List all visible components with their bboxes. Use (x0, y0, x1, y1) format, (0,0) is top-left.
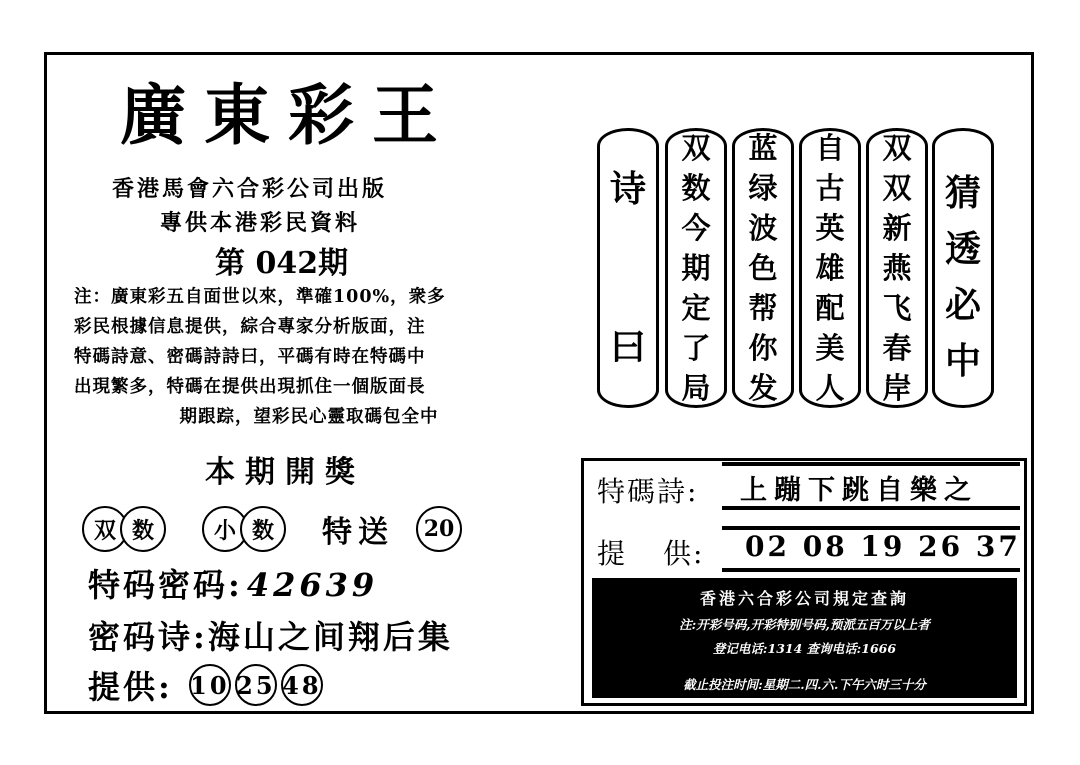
scroll-char: 发 (748, 371, 778, 405)
provide-number: 25 (235, 664, 277, 706)
scroll-char: 必 (944, 284, 981, 326)
scroll-char: 古 (815, 171, 845, 205)
scroll-poem-line-1 (665, 128, 727, 408)
scroll-char: 蓝 (748, 131, 778, 165)
scroll-char: 定 (681, 291, 711, 325)
scroll-char: 波 (748, 211, 778, 245)
special-poem-value: 上蹦下跳自樂之 (740, 475, 978, 506)
scroll-poem-line-3 (799, 128, 861, 408)
note-paragraph (74, 282, 544, 432)
notice-line: 注:开彩号码,开彩特别号码,预派五百万以上者 (679, 617, 930, 632)
scroll-char: 透 (944, 228, 981, 270)
scroll-char: 人 (815, 371, 845, 405)
scroll-char: 双 (681, 131, 711, 165)
note-line: 注：廣東彩五自面世以來，準確100%，衆多 (74, 287, 446, 307)
note-line: 彩民根據信息提供，綜合專家分析版面，注 (74, 317, 426, 337)
provide-label-a: 提 (597, 537, 628, 570)
scroll-char: 双 (882, 171, 912, 205)
scroll-char: 双 (882, 131, 912, 165)
parity-pair (82, 506, 166, 552)
provide-label-b: 供: (663, 537, 705, 570)
note-line: 期跟踪，望彩民心靈取碼包全中 (179, 407, 439, 427)
draw-result-row (82, 505, 462, 553)
note-line: 出現繁多，特碼在提供出現抓住一個版面長 (74, 377, 426, 397)
password-poem-line (88, 612, 453, 658)
note-line: 特碼詩意、密碼詩詩曰，平碼有時在特碼中 (74, 347, 426, 367)
scroll-char: 美 (815, 331, 845, 365)
scroll-poem-title (597, 128, 659, 408)
parity-char: 数 (120, 506, 166, 552)
notice-title: 香港六合彩公司規定查詢 (699, 589, 909, 608)
scroll-char: 春 (882, 331, 912, 365)
scroll-char: 自 (815, 131, 845, 165)
notice-panel (592, 578, 1017, 698)
issue-number: 第 042期 (215, 246, 349, 281)
scroll-char: 绿 (748, 171, 778, 205)
scroll-char: 燕 (882, 251, 912, 285)
scroll-char: 猜 (944, 172, 981, 214)
scroll-text (815, 128, 844, 408)
scroll-char: 新 (882, 211, 912, 245)
publisher-line: 香港馬會六合彩公司出版 (112, 176, 388, 202)
scroll-char: 数 (681, 171, 711, 205)
scroll-char: 岸 (882, 371, 912, 405)
draw-title: 本期開獎 (205, 455, 365, 490)
scroll-poem-line-4 (866, 128, 928, 408)
scroll-char: 中 (944, 340, 981, 382)
scroll-char: 配 (815, 291, 845, 325)
page-title: 廣東彩王 (120, 76, 456, 154)
provide-number: 10 (189, 664, 231, 706)
scroll-char: 英 (815, 211, 845, 245)
password-poem-label: 密码诗: (88, 618, 208, 656)
special-poem-label: 特碼詩: (597, 475, 699, 508)
provide-line (88, 662, 323, 708)
scroll-text (945, 165, 981, 389)
provide-numbers-label (597, 532, 704, 572)
scroll-char: 期 (681, 251, 711, 285)
provide-numbers-value: 02 08 19 26 37 (745, 530, 1021, 563)
scroll-char: 你 (748, 331, 778, 365)
special-number: 20 (416, 506, 462, 552)
size-char: 小 (202, 506, 248, 552)
scroll-char: 雄 (815, 251, 845, 285)
special-label: 特送 (322, 515, 394, 550)
size-pair (202, 506, 286, 552)
password-label: 特码密码: (88, 566, 243, 604)
size-char: 数 (240, 506, 286, 552)
scroll-char: 诗 (609, 168, 646, 210)
scroll-text (882, 128, 911, 408)
scroll-text (681, 128, 710, 408)
password-value: 42639 (246, 566, 379, 604)
parity-char: 双 (82, 506, 128, 552)
scroll-char: 局 (681, 371, 711, 405)
scroll-char: 帮 (748, 291, 778, 325)
scroll-char: 色 (748, 251, 778, 285)
password-line (88, 560, 378, 606)
notice-phone: 登记电话:1314 查询电话:1666 (712, 641, 897, 656)
notice-deadline: 截止投注时间:星期二.四.六.下午六时三十分 (683, 677, 926, 692)
password-poem-value: 海山之间翔后集 (207, 618, 453, 656)
provide-label: 提供: (88, 668, 173, 706)
scroll-text (748, 128, 777, 408)
scroll-char: 了 (681, 331, 711, 365)
scroll-poem-line-2 (732, 128, 794, 408)
scroll-char: 曰 (609, 326, 646, 368)
provide-number: 48 (281, 664, 323, 706)
scroll-char: 飞 (882, 291, 912, 325)
audience-line: 專供本港彩民資料 (160, 210, 361, 236)
scroll-char: 今 (681, 211, 711, 245)
scroll-guess (932, 128, 994, 408)
